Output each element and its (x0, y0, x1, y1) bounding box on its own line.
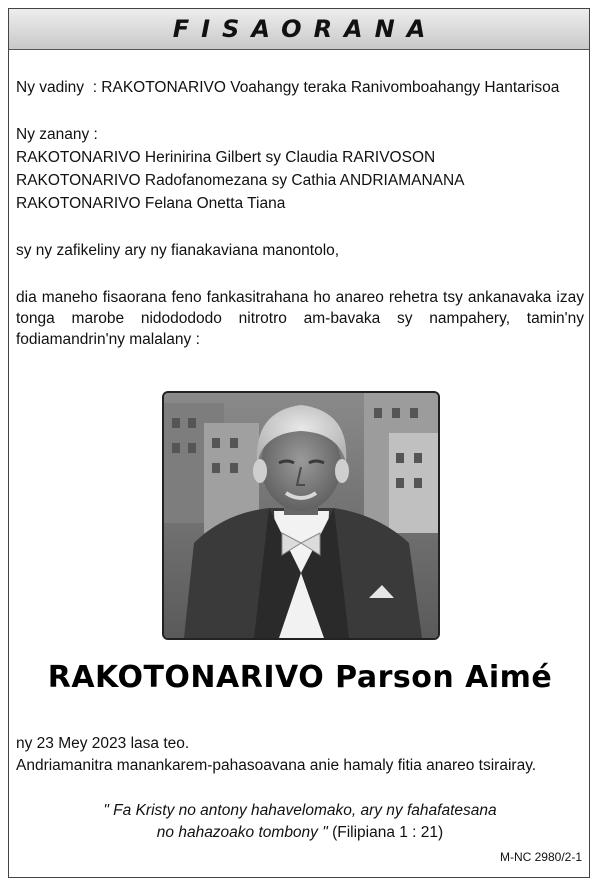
verse-text-2: no hahazoako tombony " (156, 824, 328, 841)
page-title: FISAORANA (172, 15, 438, 43)
portrait-image (164, 393, 438, 638)
verse-reference: (Filipiana 1 : 21) (332, 824, 444, 841)
spouse-value: : RAKOTONARIVO Voahangy teraka Ranivomboahangy Hantarisoa (92, 79, 560, 96)
thanks-paragraph: dia maneho fisaorana feno fankasitrahana ho anareo rehetra tsy ankanavaka izay tonga marobe nidodododo nitrotro am-bavaka sy nampahery, tamin'ny fodiamandrin'ny malalany : (16, 289, 584, 348)
blessing-line: Andriamanitra manankarem-pahasoavana anie hamaly fitia anareo tsirairay. (16, 757, 537, 774)
reference-code: M-NC 2980/2-1 (499, 850, 582, 864)
children-label: Ny zanany : (16, 126, 98, 143)
verse-text-1: " Fa Kristy no antony hahavelomako, ary ny fahafatesana (103, 802, 497, 819)
child-line-3: RAKOTONARIVO Felana Onetta Tiana (16, 195, 286, 212)
deceased-name: RAKOTONARIVO Parson Aimé (47, 660, 553, 695)
spouse-line (16, 77, 559, 98)
spouse-label: Ny vadiny (16, 79, 85, 96)
child-line-1: RAKOTONARIVO Herinirina Gilbert sy Claudia RARIVOSON (16, 149, 436, 166)
verse-line-1 (0, 800, 600, 821)
portrait-photo (162, 391, 440, 640)
family-line: sy ny zafikeliny ary ny fianakaviana manontolo, (16, 242, 340, 259)
verse-line-2 (0, 822, 600, 843)
death-date-line: ny 23 Mey 2023 lasa teo. (16, 735, 190, 752)
child-line-2: RAKOTONARIVO Radofanomezana sy Cathia ANDRIAMANANA (16, 172, 465, 189)
header-banner (9, 9, 589, 50)
